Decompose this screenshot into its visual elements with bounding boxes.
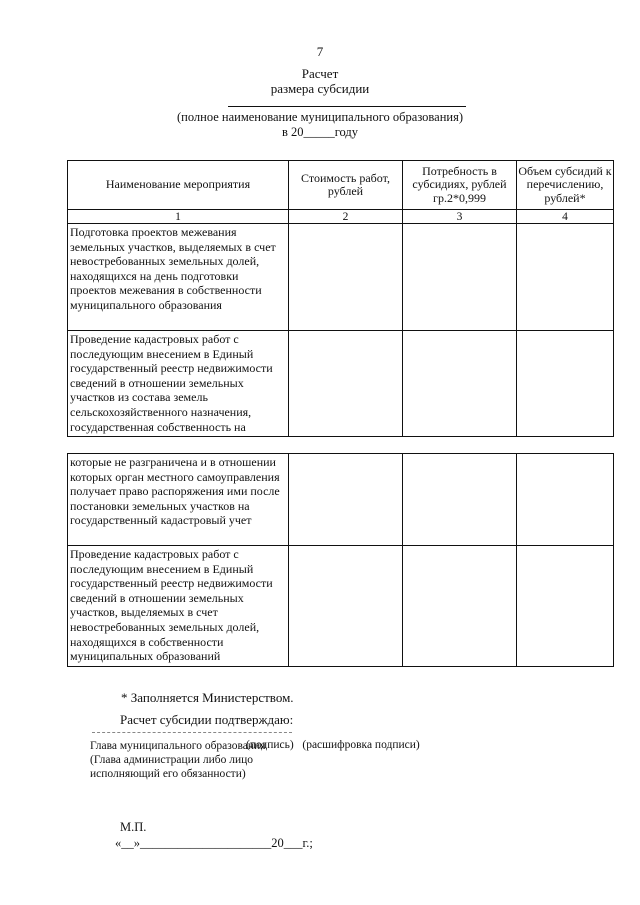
page-number: 7: [316, 44, 324, 59]
empty-cell: [517, 331, 614, 437]
table-row: [68, 546, 614, 667]
empty-cell: [403, 454, 517, 546]
empty-cell: [517, 224, 614, 331]
table-row: [68, 454, 614, 546]
header-subsidy-need: Потребность в субсидиях, рублей гр.2*0,999: [403, 161, 517, 210]
row-event-name: Проведение кадастровых работ с последующим внесением в Единый государственный реестр недвижимости сведений в отношении земельных участков из состава земель сельскохозяйственного назначения, государственная собственность на: [68, 331, 289, 437]
empty-cell: [517, 454, 614, 546]
signatory-position: Глава муниципального образования (Глава администрации либо лицо исполняющий его обязанности): [90, 740, 266, 780]
row-event-name: которые не разграничена и в отношении которых орган местного самоуправления получает право распоряжения ими после постановки земельных участков на государственный кадастровый учет: [68, 454, 289, 546]
empty-cell: [289, 224, 403, 331]
subsidy-table-part-1: [67, 160, 614, 437]
column-number: 4: [517, 210, 614, 224]
empty-cell: [517, 546, 614, 667]
footnote: * Заполняется Министерством.: [121, 690, 294, 705]
subtitle-line-2: в 20_____году: [281, 125, 359, 139]
empty-cell: [403, 546, 517, 667]
table-header-row: [68, 161, 614, 210]
empty-cell: [289, 454, 403, 546]
empty-cell: [403, 224, 517, 331]
table-row: [68, 224, 614, 331]
empty-cell: [289, 546, 403, 667]
municipality-name-rule: [228, 106, 466, 107]
column-number: 3: [403, 210, 517, 224]
confirm-text: Расчет субсидии подтверждаю:: [120, 712, 294, 727]
column-number: 1: [68, 210, 289, 224]
table-number-row: [68, 210, 614, 224]
title-line-2: размера субсидии: [270, 81, 370, 96]
signature-labels: (подпись) (расшифровка подписи): [246, 739, 420, 751]
subsidy-table-part-2: [67, 453, 614, 667]
header-event-name: Наименование мероприятия: [68, 161, 289, 210]
header-subsidy-amount: Объем субсидий к перечислению, рублей*: [517, 161, 614, 210]
empty-cell: [403, 331, 517, 437]
empty-cell: [289, 331, 403, 437]
date-line: «__»_____________________20___г.;: [115, 836, 313, 850]
row-event-name: Подготовка проектов межевания земельных участков, выделяемых в счет невостребованных земельных долей, находящихся на день подготовки проектов межевания в собственности муниципального образования: [68, 224, 289, 331]
row-event-name: Проведение кадастровых работ с последующим внесением в Единый государственный реестр недвижимости сведений в отношении земельных участков, выделяемых в счет невостребованных земельных долей, находящихся в собственности муниципальных образований: [68, 546, 289, 667]
column-number: 2: [289, 210, 403, 224]
table-row: [68, 331, 614, 437]
subtitle-line-1: (полное наименование муниципального образования): [176, 110, 464, 124]
stamp-place: М.П.: [120, 820, 147, 834]
header-work-cost: Стоимость работ, рублей: [289, 161, 403, 210]
title-line-1: Расчет: [301, 66, 339, 81]
signature-dashed-line: [92, 732, 292, 733]
